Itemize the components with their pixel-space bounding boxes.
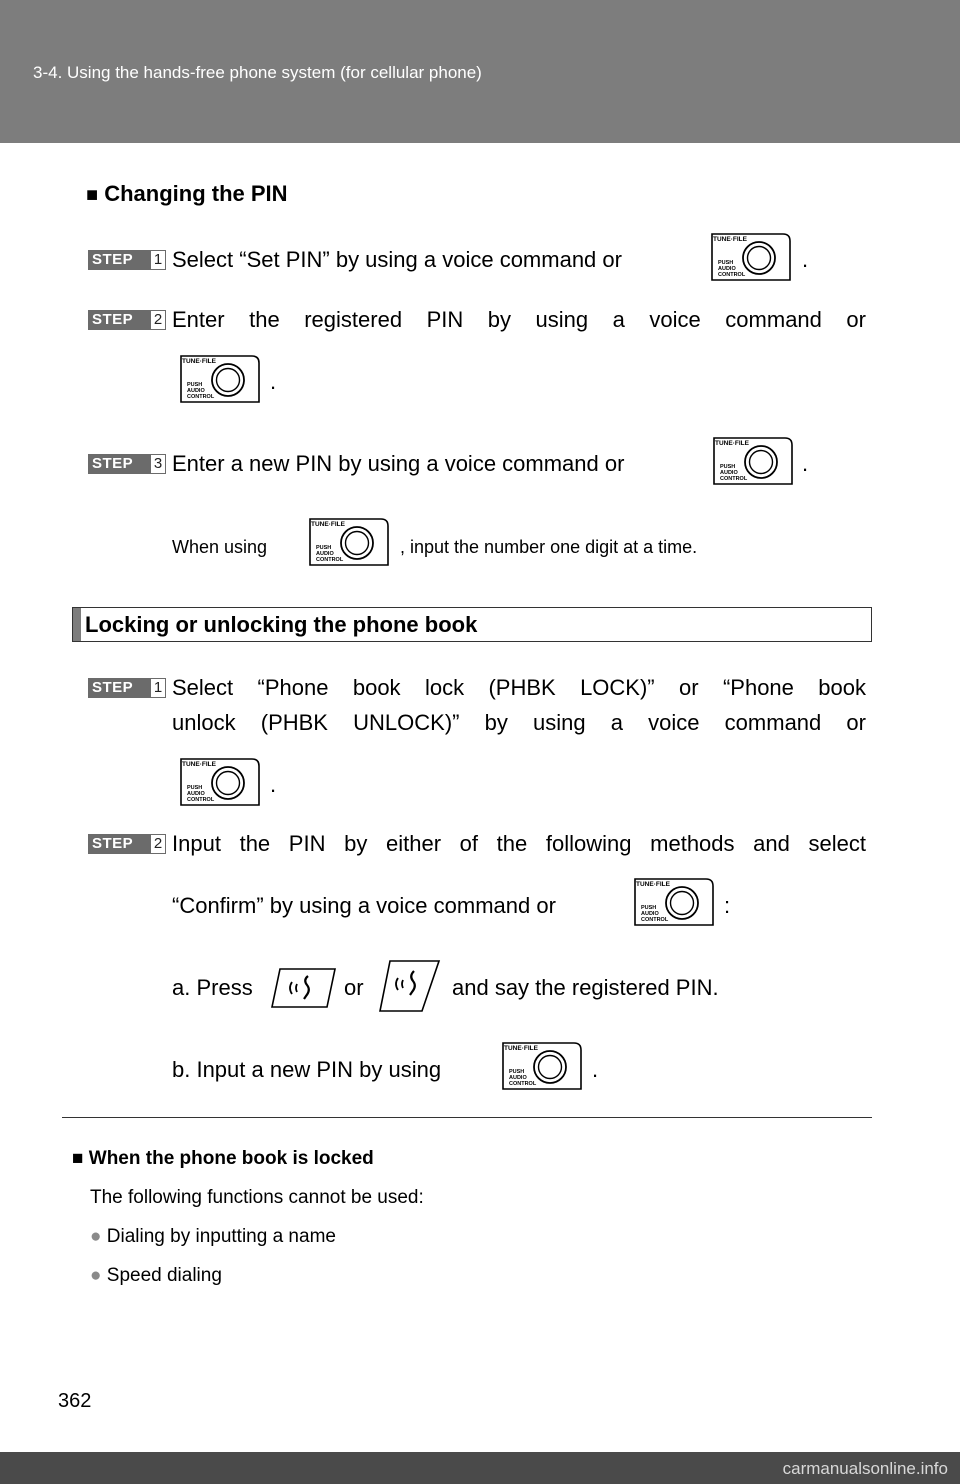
step-end: :	[724, 893, 731, 918]
talk-switch-icon	[270, 966, 338, 1010]
section-divider	[62, 1117, 872, 1118]
section-title: Locking or unlocking the phone book	[85, 612, 478, 637]
knob-label-tune: TUNE·FILE	[504, 1045, 538, 1052]
step-badge	[88, 834, 166, 854]
step-end: .	[270, 369, 277, 394]
knob-label-audio: AUDIO	[641, 911, 659, 917]
step-number: 1	[150, 250, 166, 270]
list-item-text: Speed dialing	[106, 1265, 222, 1286]
step-number: 2	[150, 310, 166, 330]
knob-label-audio: AUDIO	[187, 388, 205, 394]
option-b-text: b. Input a new PIN by using	[172, 1057, 442, 1082]
step-badge	[88, 250, 166, 270]
knob-label-control: CONTROL	[720, 476, 748, 482]
step-label: STEP	[88, 678, 150, 698]
step-end: .	[270, 772, 277, 797]
info-heading	[72, 1148, 374, 1170]
section-heading-changing-pin	[86, 181, 288, 207]
heading-text: Changing the PIN	[104, 181, 288, 206]
list-item	[90, 1265, 222, 1287]
square-marker-icon: ■	[72, 1148, 84, 1169]
step-text: Enter a new PIN by using a voice command or	[172, 451, 625, 476]
knob-label-tune: TUNE·FILE	[311, 521, 345, 528]
step-label: STEP	[88, 250, 150, 270]
step-text-line1: Input the PIN by either of the following methods and select	[172, 831, 866, 856]
knob-label-tune: TUNE·FILE	[715, 440, 749, 447]
option-a-or: or	[344, 975, 364, 1000]
knob-label-audio: AUDIO	[187, 791, 205, 797]
tune-file-knob-icon	[307, 516, 391, 568]
step-text: Select “Set PIN” by using a voice command or	[172, 247, 622, 272]
tune-file-knob-icon	[178, 756, 262, 808]
band-accent-bar	[73, 608, 81, 641]
step-badge	[88, 310, 166, 330]
option-a-after: and say the registered PIN.	[452, 975, 719, 1000]
step-label: STEP	[88, 454, 150, 474]
knob-label-tune: TUNE·FILE	[713, 236, 747, 243]
step-text-line1: Select “Phone book lock (PHBK LOCK)” or “Phone book	[172, 675, 866, 700]
knob-label-control: CONTROL	[509, 1081, 537, 1087]
option-b-end: .	[592, 1057, 599, 1082]
info-heading-text: When the phone book is locked	[88, 1148, 374, 1169]
bullet-icon: ●	[90, 1265, 102, 1286]
tune-file-knob-icon	[711, 435, 795, 487]
tune-file-knob-icon	[500, 1040, 584, 1092]
knob-label-control: CONTROL	[641, 917, 669, 923]
header-title: 3-4. Using the hands-free phone system (for cellular phone)	[33, 63, 482, 82]
step-label: STEP	[88, 834, 150, 854]
step-number: 2	[150, 834, 166, 854]
note-text-before: When using	[172, 537, 268, 557]
option-a-text: a. Press	[172, 975, 253, 1000]
footer-watermark: carmanualsonline.info	[782, 1459, 948, 1478]
step-end: .	[802, 451, 809, 476]
knob-label-push: PUSH	[720, 464, 736, 470]
step-text-line2: “Confirm” by using a voice command or	[172, 893, 556, 918]
list-item	[90, 1226, 336, 1248]
section-title-band	[72, 607, 872, 642]
knob-label-push: PUSH	[641, 905, 657, 911]
knob-label-control: CONTROL	[316, 557, 344, 563]
knob-label-audio: AUDIO	[316, 551, 334, 557]
list-item-text: Dialing by inputting a name	[106, 1226, 336, 1247]
info-intro: The following functions cannot be used:	[90, 1187, 424, 1208]
knob-label-audio: AUDIO	[718, 266, 736, 272]
step-badge	[88, 454, 166, 474]
note-text-after: , input the number one digit at a time.	[400, 537, 698, 557]
page-number: 362	[58, 1390, 92, 1412]
knob-label-tune: TUNE·FILE	[182, 358, 216, 365]
talk-switch-alt-icon	[378, 958, 442, 1014]
page-header	[0, 0, 960, 143]
knob-label-audio: AUDIO	[720, 470, 738, 476]
square-marker-icon: ■	[86, 184, 99, 206]
step-badge	[88, 678, 166, 698]
knob-label-push: PUSH	[187, 785, 203, 791]
step-end: .	[802, 247, 809, 272]
knob-label-tune: TUNE·FILE	[636, 881, 670, 888]
knob-label-push: PUSH	[509, 1069, 525, 1075]
step-number: 1	[150, 678, 166, 698]
knob-label-control: CONTROL	[718, 272, 746, 278]
step-text: Enter the registered PIN by using a voice command or	[172, 307, 866, 332]
knob-label-tune: TUNE·FILE	[182, 761, 216, 768]
footer-band	[0, 1452, 960, 1484]
tune-file-knob-icon	[709, 231, 793, 283]
tune-file-knob-icon	[632, 876, 716, 928]
knob-label-control: CONTROL	[187, 394, 215, 400]
knob-label-audio: AUDIO	[509, 1075, 527, 1081]
bullet-icon: ●	[90, 1226, 102, 1247]
step-number: 3	[150, 454, 166, 474]
step-label: STEP	[88, 310, 150, 330]
tune-file-knob-icon	[178, 353, 262, 405]
step-text-line2: unlock (PHBK UNLOCK)” by using a voice command or	[172, 710, 866, 735]
knob-label-control: CONTROL	[187, 797, 215, 803]
knob-label-push: PUSH	[316, 545, 332, 551]
knob-label-push: PUSH	[718, 260, 734, 266]
knob-label-push: PUSH	[187, 382, 203, 388]
